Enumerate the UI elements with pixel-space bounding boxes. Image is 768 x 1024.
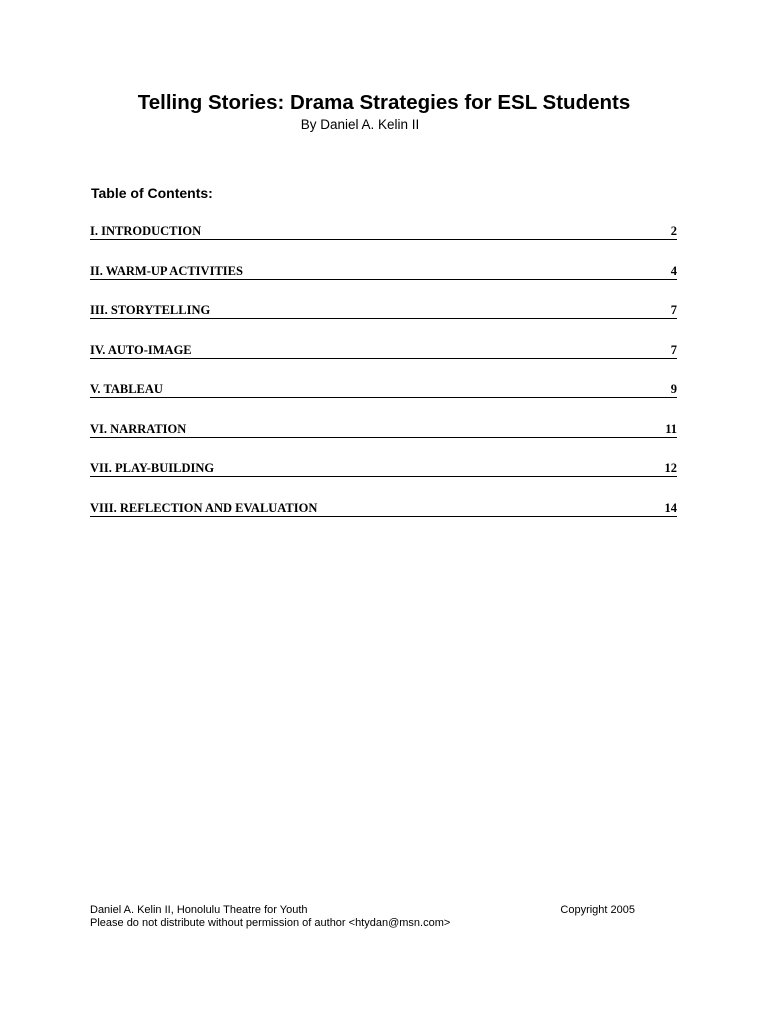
toc-entry-page-number: 9 xyxy=(670,382,677,396)
toc-entry-label: II. WARM-UP ACTIVITIES xyxy=(90,263,243,278)
toc-entry-narration[interactable] xyxy=(90,422,677,438)
footer-author-affiliation: Daniel A. Kelin II, Honolulu Theatre for Youth xyxy=(90,904,308,916)
toc-entry-tableau[interactable] xyxy=(90,382,677,398)
toc-entry-label: V. TABLEAU xyxy=(90,382,163,396)
document-title: Telling Stories: Drama Strategies for ESL Students xyxy=(137,91,631,114)
toc-entry-label: III. STORYTELLING xyxy=(90,303,211,317)
footer-copyright: Copyright 2005 xyxy=(560,904,635,916)
table-of-contents xyxy=(90,224,677,540)
toc-entry-play-building[interactable] xyxy=(90,461,677,477)
toc-entry-page-number: 2 xyxy=(670,224,677,238)
toc-entry-page-number: 7 xyxy=(670,342,677,357)
toc-entry-introduction[interactable] xyxy=(90,224,677,240)
toc-entry-page-number: 11 xyxy=(665,421,677,436)
toc-entry-label: VI. NARRATION xyxy=(90,421,187,436)
toc-entry-page-number: 7 xyxy=(670,303,677,317)
toc-entry-page-number: 14 xyxy=(664,500,677,515)
toc-entry-auto-image[interactable] xyxy=(90,343,677,359)
toc-entry-label: VII. PLAY-BUILDING xyxy=(90,461,215,475)
toc-entry-page-number: 12 xyxy=(664,461,677,475)
footer-distribution-notice: Please do not distribute without permission of author <htydan@msn.com> xyxy=(90,917,451,929)
toc-entry-reflection-and-evaluation[interactable] xyxy=(90,501,677,517)
footer-row xyxy=(90,917,635,930)
toc-heading: Table of Contents: xyxy=(91,185,213,201)
page-footer xyxy=(90,904,635,930)
toc-entry-label: I. INTRODUCTION xyxy=(90,224,202,238)
toc-entry-warm-up-activities[interactable] xyxy=(90,264,677,280)
toc-entry-label: VIII. REFLECTION AND EVALUATION xyxy=(90,500,318,515)
document-author: By Daniel A. Kelin II xyxy=(300,117,420,132)
toc-entry-storytelling[interactable] xyxy=(90,303,677,319)
toc-entry-label: IV. AUTO-IMAGE xyxy=(90,342,192,357)
toc-entry-page-number: 4 xyxy=(670,263,677,278)
footer-row xyxy=(90,904,635,917)
